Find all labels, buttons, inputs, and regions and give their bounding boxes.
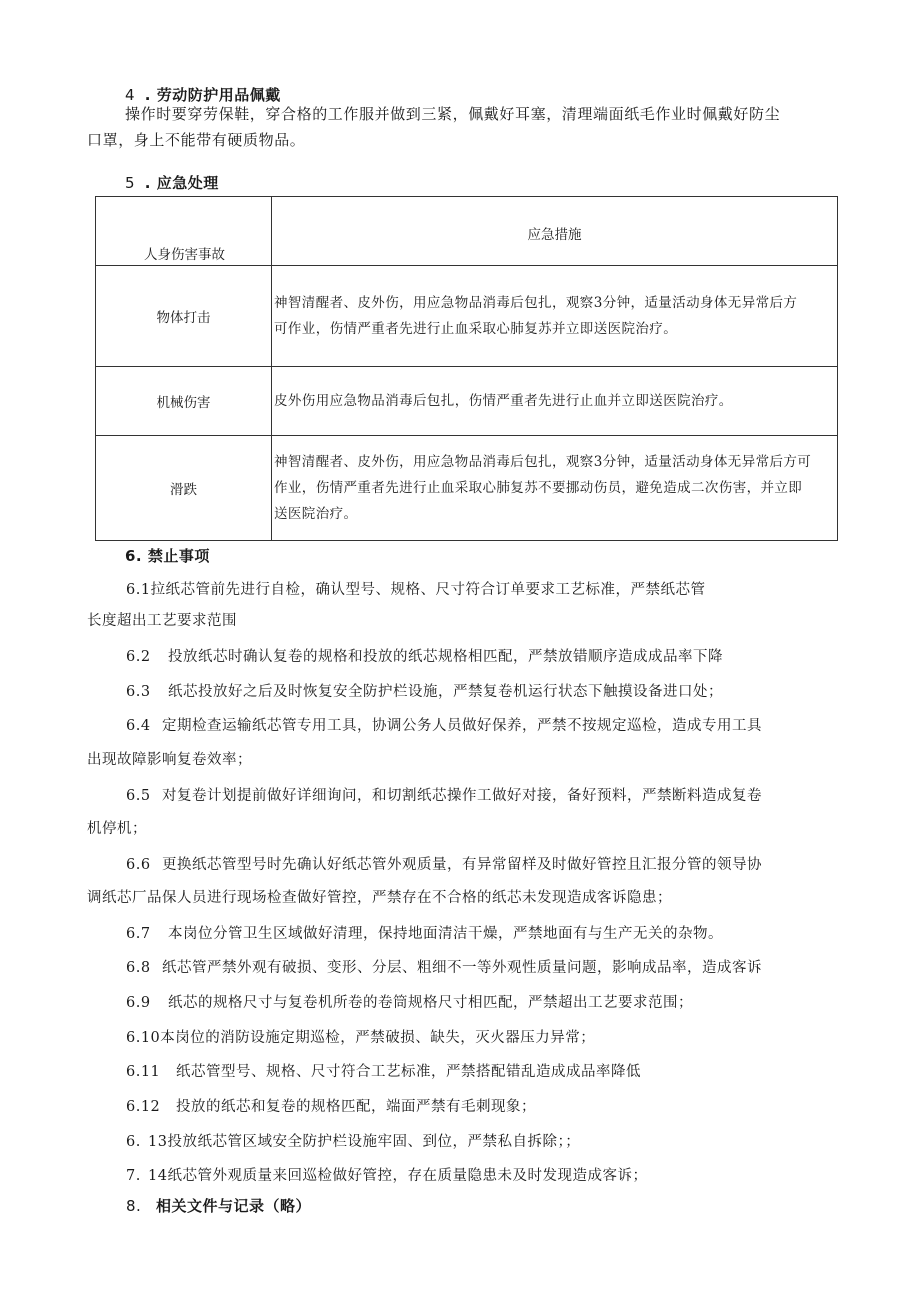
measure-line: 神智清醒者、皮外伤，用应急物品消毒后包扎，观察3分钟，适量活动身体无异常后方 (274, 295, 798, 311)
table-header-row (96, 197, 838, 266)
table-row (96, 436, 838, 541)
list-item (126, 580, 706, 600)
header-injury-label: 人身伤害事故 (144, 247, 225, 263)
item-text: 对复卷计划提前做好详细询问，和切割纸芯操作工做好对接，备好预料，严禁断料造成复卷 (162, 788, 762, 804)
list-item-continuation: 调纸芯厂品保人员进行现场检查做好管控，严禁存在不合格的纸芯未发现造成客诉隐患； (87, 890, 672, 906)
table-row (96, 367, 838, 436)
measure-line: 作业，伤情严重者先进行止血采取心肺复苏不要挪动伤员，避免造成二次伤害，并立即 (274, 480, 803, 496)
list-item (126, 647, 723, 667)
item-text: 14纸芯管外观质量来回巡检做好管控，存在质量隐患未及时发现造成客诉； (148, 1168, 648, 1184)
item-text: 本岗位的消防设施定期巡检，严禁破损、缺失，灭火器压力异常； (160, 1030, 596, 1046)
item-text: 纸芯投放好之后及时恢复安全防护栏设施，严禁复卷机运行状态下触摸设备进口处； (168, 684, 723, 700)
list-item-continuation: 出现故障影响复卷效率； (87, 752, 252, 768)
list-item (126, 682, 723, 702)
list-item (126, 855, 762, 875)
list-item (126, 716, 762, 736)
item-number: 6.10 (126, 1030, 161, 1046)
list-item (126, 1132, 580, 1152)
list-item (126, 1166, 647, 1186)
item-number: 6.9 (126, 995, 151, 1011)
list-item (126, 786, 762, 806)
list-item (126, 1097, 536, 1117)
table-header-injury (96, 197, 272, 266)
table-row (96, 266, 838, 367)
section-8-number: 8. (126, 1197, 142, 1215)
measure-line: 皮外伤用应急物品消毒后包扎，伤情严重者先进行止血并立即送医院治疗。 (274, 393, 733, 409)
measure-line: 神智清醒者、皮外伤，用应急物品消毒后包扎，观察3分钟，适量活动身体无异常后方可 (274, 454, 812, 470)
list-item (126, 924, 723, 944)
injury-name: 物体打击 (96, 266, 272, 367)
item-text: 纸芯的规格尺寸与复卷机所卷的卷筒规格尺寸相匹配，严禁超出工艺要求范围； (168, 995, 693, 1011)
item-number: 6.12 (126, 1099, 161, 1115)
list-item (126, 1062, 641, 1082)
item-text: 13投放纸芯管区域安全防护栏设施牢固、到位，严禁私自拆除；； (148, 1134, 581, 1150)
list-item (126, 958, 762, 978)
item-text: 拉纸芯管前先进行自检，确认型号、规格、尺寸符合订单要求工艺标准，严禁纸芯管 (150, 582, 706, 598)
measure-line: 可作业，伤情严重者先进行止血采取心肺复苏并立即送医院治疗。 (274, 321, 678, 337)
list-item-continuation: 机停机； (87, 821, 147, 837)
section-5-title: . 应急处理 (144, 174, 219, 192)
item-text: 纸芯管型号、规格、尺寸符合工艺标准，严禁搭配错乱造成成品率降低 (176, 1064, 641, 1080)
item-number: 7. (126, 1168, 141, 1184)
item-text: 更换纸芯管型号时先确认好纸芯管外观质量，有异常留样及时做好管控且汇报分管的领导协 (162, 857, 762, 873)
list-item (126, 1028, 595, 1048)
list-item (126, 993, 693, 1013)
item-text: 投放的纸芯和复卷的规格匹配，端面严禁有毛刺现象； (176, 1099, 536, 1115)
item-number: 6.3 (126, 684, 151, 700)
item-number: 6.4 (126, 718, 151, 734)
item-number: 6.8 (126, 960, 151, 976)
item-number: 6.2 (126, 649, 151, 665)
emergency-table (95, 196, 838, 541)
injury-measure (272, 266, 838, 367)
injury-name: 滑跌 (96, 436, 272, 541)
section-4-body-line2: 口罩，身上不能带有硬质物品。 (87, 131, 306, 149)
item-number: 6. (126, 1134, 141, 1150)
item-text: 定期检查运输纸芯管专用工具，协调公务人员做好保养，严禁不按规定巡检，造成专用工具 (162, 718, 762, 734)
section-5-heading (125, 172, 219, 193)
section-6-heading: 6. 禁止事项 (125, 547, 210, 565)
measure-line: 送医院治疗。 (274, 506, 358, 522)
section-5-number: 5 (125, 174, 136, 192)
list-item-continuation: 长度超出工艺要求范围 (87, 613, 237, 629)
table-header-measures (272, 197, 838, 266)
item-text: 投放纸芯时确认复卷的规格和投放的纸芯规格相匹配，严禁放错顺序造成成品率下降 (168, 649, 723, 665)
item-number: 6.7 (126, 926, 151, 942)
injury-measure (272, 367, 838, 436)
injury-measure (272, 436, 838, 541)
section-4-body-line1: 操作时要穿劳保鞋，穿合格的工作服并做到三紧，佩戴好耳塞，清理端面纸毛作业时佩戴好防尘 (125, 105, 781, 123)
section-8-heading (126, 1195, 311, 1216)
item-text: 纸芯管严禁外观有破损、变形、分层、粗细不一等外观性质量问题，影响成品率，造成客诉 (162, 960, 762, 976)
section-4-number: 4 (125, 86, 136, 104)
section-8-title: 相关文件与记录（略） (156, 1197, 312, 1215)
item-number: 6.11 (126, 1064, 161, 1080)
injury-name: 机械伤害 (96, 367, 272, 436)
item-text: 本岗位分管卫生区域做好清理，保持地面清洁干燥，严禁地面有与生产无关的杂物。 (168, 926, 723, 942)
header-measures-label: 应急措施 (527, 227, 582, 243)
item-number: 6.5 (126, 788, 151, 804)
section-4-title: . 劳动防护用品佩戴 (144, 86, 281, 104)
item-number: 6.1 (126, 582, 151, 598)
item-number: 6.6 (126, 857, 151, 873)
